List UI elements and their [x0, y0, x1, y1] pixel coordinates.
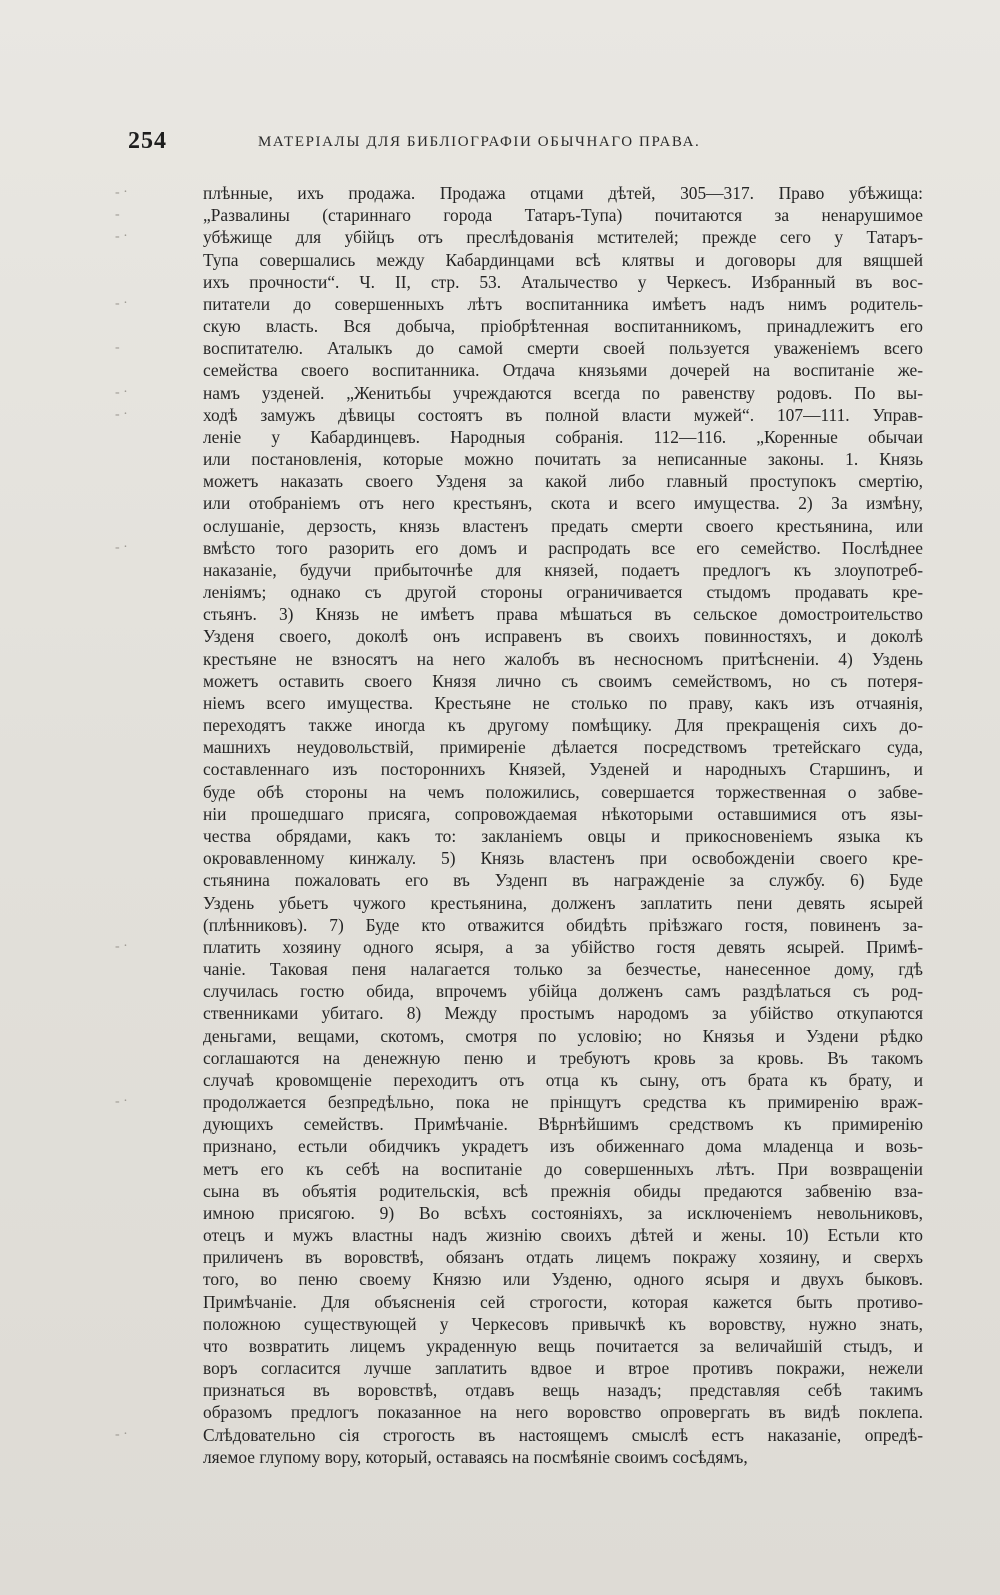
margin-mark — [115, 1357, 190, 1379]
text-line: того, во пеню своему Князю или Узденю, одного ясыря и двухъ быковъ. — [203, 1269, 923, 1290]
margin-mark — [115, 980, 190, 1002]
text-line: леніямъ; однако съ другой стороны ограничивается стыдомъ продавать кре- — [203, 582, 923, 603]
margin-mark: - · — [115, 938, 128, 954]
body-text — [203, 182, 923, 1468]
margin-mark — [115, 492, 190, 514]
margin-mark — [115, 803, 190, 825]
text-line: признаться въ воровствѣ, отдавъ вещь назадъ; представляя себѣ такимъ — [203, 1380, 923, 1401]
text-line: можетъ оставить своего Князя лично съ своимъ семействомъ, но съ потеря- — [203, 670, 923, 691]
margin-mark — [115, 892, 190, 914]
margin-mark — [115, 515, 190, 537]
left-margin-marks — [115, 182, 190, 1468]
text-line: продолжается безпредѣльно, пока не прінщутъ средства къ примиренію враж- — [203, 1092, 923, 1113]
margin-mark: - · — [115, 406, 128, 422]
text-line: дующихъ семействъ. Примѣчаніе. Вѣрнѣйшимъ средствомъ къ примиренію — [203, 1114, 923, 1135]
text-line: приличенъ въ воровствѣ, обязанъ отдать лицемъ покражу хозяину, и сверхъ — [203, 1247, 923, 1268]
text-line: воръ согласится лучше заплатить вдвое и втрое противъ покражи, нежели — [203, 1358, 923, 1379]
margin-mark — [115, 1025, 190, 1047]
text-line: воспитателю. Аталыкъ до самой смерти своей пользуется уваженіемъ всего — [203, 338, 923, 359]
text-line: сына въ объятія родительскія, всѣ прежнія обиды предаются забвенію вза- — [203, 1180, 923, 1201]
text-line: окровавленному кинжалу. 5) Князь властенъ при освобожденіи своего кре- — [203, 848, 923, 869]
text-line: Уздень убьетъ чужого крестьянина, долженъ заплатить пени девять ясырей — [203, 892, 923, 913]
margin-mark — [115, 958, 190, 980]
text-line: питатели до совершенныхъ лѣтъ воспитанника имѣетъ надъ нимъ родитель- — [203, 293, 923, 314]
margin-mark — [115, 1335, 190, 1357]
text-line: случаѣ кровомщеніе переходитъ отъ отца къ сыну, отъ брата къ брату, и — [203, 1069, 923, 1090]
text-line: чаніе. Таковая пеня налагается только за безчестье, нанесенное дому, гдѣ — [203, 959, 923, 980]
text-line: или отобраніемъ отъ него крестьянъ, скота и всего имущества. 2) За измѣну, — [203, 493, 923, 514]
text-line: метъ его къ себѣ на воспитаніе до совершенныхъ лѣтъ. При возвращеніи — [203, 1158, 923, 1179]
text-line: деньгами, вещами, скотомъ, смотря по условію; но Князья и Уздени рѣдко — [203, 1025, 923, 1046]
margin-mark — [115, 1113, 190, 1135]
margin-mark — [115, 670, 190, 692]
page-number: 254 — [128, 128, 167, 154]
margin-mark — [115, 1047, 190, 1069]
text-line: вмѣсто того разорить его домъ и распродать все его семейство. Послѣднее — [203, 537, 923, 558]
margin-mark: - · — [115, 384, 128, 400]
text-line: ніемъ всего имущества. Крестьяне не столько по праву, какъ изъ отчаянія, — [203, 692, 923, 713]
margin-mark — [115, 1202, 190, 1224]
margin-mark — [115, 1291, 190, 1313]
margin-mark — [115, 581, 190, 603]
text-line: положною существующей у Черкесовъ привычкѣ къ воровству, нужно знать, — [203, 1313, 923, 1334]
margin-mark — [115, 1401, 190, 1423]
running-title: МАТЕРІАЛЫ ДЛЯ БИБЛІОГРАФІИ ОБЫЧНАГО ПРАВА. — [258, 134, 701, 150]
margin-mark — [115, 1379, 190, 1401]
text-line: буде обѣ стороны на чемъ положились, совершается торжественная о забве- — [203, 781, 923, 802]
text-line: или постановленія, которые можно почитать за неписанные законы. 1. Князь — [203, 449, 923, 470]
margin-mark: - · — [115, 539, 128, 555]
text-line: ходѣ замужъ дѣвицы состоятъ въ полной власти мужей“. 107—111. Управ- — [203, 404, 923, 425]
text-line: платить хозяину одного ясыря, а за убійство гостя девять ясырей. Примѣ- — [203, 936, 923, 957]
margin-mark — [115, 914, 190, 936]
text-line: случилась гостю обида, впрочемъ убійца долженъ самъ раздѣлаться съ род- — [203, 981, 923, 1002]
margin-mark — [115, 736, 190, 758]
text-line: Узденя своего, доколѣ онъ исправенъ въ своихъ повинностяхъ, и доколѣ — [203, 626, 923, 647]
text-line: переходятъ также иногда къ другому помѣщику. Для прекращенія сихъ до- — [203, 715, 923, 736]
margin-mark — [115, 648, 190, 670]
margin-mark — [115, 714, 190, 736]
margin-mark — [115, 426, 190, 448]
margin-mark — [115, 781, 190, 803]
text-line: плѣнные, ихъ продажа. Продажа отцами дѣтей, 305—317. Право убѣжища: — [203, 183, 923, 203]
margin-mark: - — [115, 340, 120, 356]
text-line: намъ узденей. „Женитьбы учреждаются всегда по равенству родовъ. По вы- — [203, 382, 923, 403]
text-line: ніи прошедшаго присяга, сопровождаемая нѣкоторыми оставшимися отъ язы- — [203, 803, 923, 824]
margin-mark — [115, 470, 190, 492]
text-line: „Развалины (стариннаго города Татаръ-Тупа) почитаются за ненарушимое — [203, 205, 923, 226]
margin-mark: - — [115, 207, 120, 223]
margin-mark — [115, 249, 190, 271]
text-line: можетъ наказать своего Узденя за какой либо главный проступокъ смертію, — [203, 471, 923, 492]
margin-mark: - · — [115, 185, 128, 200]
text-line: ихъ прочности“. Ч. II, стр. 53. Аталычество у Черкесъ. Избранный въ вос- — [203, 271, 923, 292]
margin-mark — [115, 758, 190, 780]
text-line: леніе у Кабардинцевъ. Народныя собранія. 112—116. „Коренные обычаи — [203, 426, 923, 447]
margin-mark — [115, 315, 190, 337]
text-line: скую власть. Вся добыча, пріобрѣтенная воспитанникомъ, принадлежитъ его — [203, 316, 923, 337]
page-header — [128, 128, 768, 158]
text-line: ственниками убитаго. 8) Между простымъ народомъ за убійство откупаются — [203, 1003, 923, 1024]
margin-mark — [115, 359, 190, 381]
margin-mark — [115, 1069, 190, 1091]
text-line: Слѣдовательно сія строгость въ настоящемъ смыслѣ естъ наказаніе, опредѣ- — [203, 1424, 923, 1445]
text-line: чества обрядами, какъ то: закланіемъ овцы и прикосновеніемъ языка къ — [203, 825, 923, 846]
margin-mark — [115, 448, 190, 470]
margin-mark — [115, 559, 190, 581]
margin-mark: - · — [115, 1094, 128, 1110]
text-line: машнихъ неудовольствій, примиреніе дѣлается посредствомъ третейскаго суда, — [203, 737, 923, 758]
margin-mark — [115, 1135, 190, 1157]
margin-mark — [115, 825, 190, 847]
text-line: крестьяне не взносятъ на него жалобъ въ несносномъ притѣсненіи. 4) Уздень — [203, 648, 923, 669]
margin-mark — [115, 1246, 190, 1268]
text-line: семейства своего воспитанника. Отдача князьями дочерей на воспитаніе же- — [203, 360, 923, 381]
text-line: отецъ и мужъ властны надъ жизнію своихъ дѣтей и жены. 10) Естьли кто — [203, 1225, 923, 1246]
margin-mark — [115, 625, 190, 647]
margin-mark — [115, 869, 190, 891]
margin-mark — [115, 1313, 190, 1335]
text-line: стьянина пожаловать его въ Узденп въ награжденіе за службу. 6) Буде — [203, 870, 923, 891]
margin-mark — [115, 271, 190, 293]
margin-mark — [115, 847, 190, 869]
margin-mark — [115, 1446, 190, 1468]
text-line: что возвратить лицемъ украденную вещь почитается за величайшій стыдъ, и — [203, 1335, 923, 1356]
text-line: ослушаніе, дерзость, князь властенъ предать смерти своего крестьянина, или — [203, 515, 923, 536]
margin-mark: - · — [115, 295, 128, 311]
margin-mark: - · — [115, 1426, 128, 1442]
text-line: соглашаются на денежную пеню и требуютъ кровь за кровь. Въ такомъ — [203, 1047, 923, 1068]
margin-mark — [115, 692, 190, 714]
text-line: ляемое глупому вору, который, оставаясь на посмѣяніе своимъ сосѣдямъ, — [203, 1446, 748, 1467]
text-line: признано, естьли обидчикъ украдетъ изъ обиженнаго дома младенца и возь- — [203, 1136, 923, 1157]
text-line: (плѣнниковъ). 7) Буде кто отважится обидѣть пріѣзжаго гостя, повиненъ за- — [203, 914, 923, 935]
text-line: убѣжище для убійцъ отъ преслѣдованія мстителей; прежде сего у Татаръ- — [203, 227, 923, 248]
text-line: Тупа совершались между Кабардинцами всѣ клятвы и договоры для вящшей — [203, 249, 923, 270]
text-line: имною присягою. 9) Во всѣхъ состояніяхъ, за исключеніемъ невольниковъ, — [203, 1202, 923, 1223]
margin-mark: - · — [115, 229, 128, 245]
margin-mark — [115, 1002, 190, 1024]
margin-mark — [115, 1224, 190, 1246]
margin-mark — [115, 1158, 190, 1180]
text-line: наказаніе, будучи прибыточнѣе для князей, подаетъ предлогъ къ злоупотреб- — [203, 559, 923, 580]
text-line: составленнаго изъ постороннихъ Князей, Узденей и народныхъ Старшинъ, и — [203, 759, 923, 780]
margin-mark — [115, 603, 190, 625]
text-line: Примѣчаніе. Для объясненія сей строгости, которая кажется быть противо- — [203, 1291, 923, 1312]
margin-mark — [115, 1268, 190, 1290]
text-line: образомъ предлогъ показанное на него воровство опровергать въ видѣ поклепа. — [203, 1402, 923, 1423]
margin-mark — [115, 1180, 190, 1202]
text-line: стьянъ. 3) Князь не имѣетъ права мѣшаться въ сельское домостроительство — [203, 604, 923, 625]
